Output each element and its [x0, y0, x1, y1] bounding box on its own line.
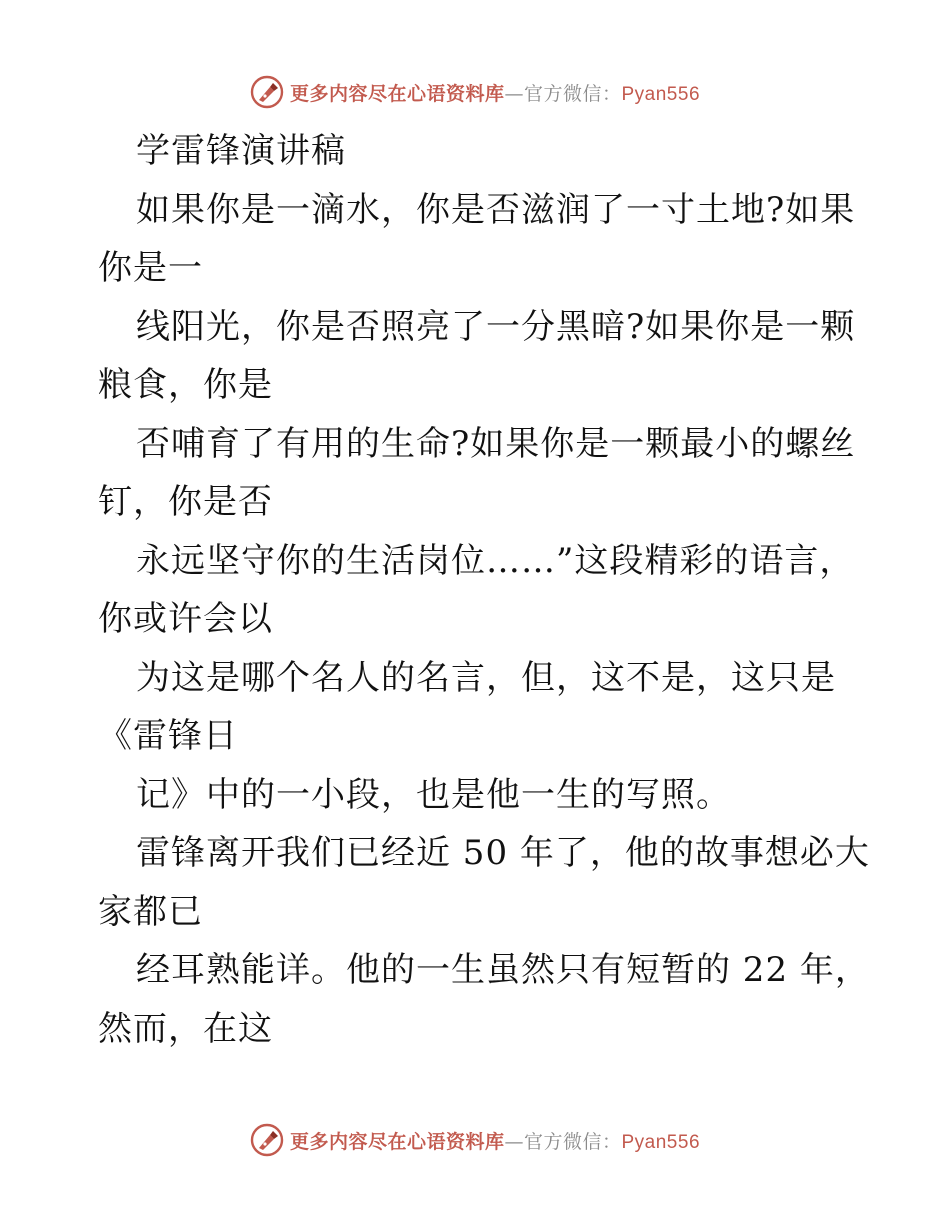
text-line: 永远坚守你的生活岗位……”这段精彩的语言，	[136, 540, 855, 581]
text-line: 然而，在这	[98, 1008, 273, 1049]
text-line: 学雷锋演讲稿	[136, 131, 346, 171]
text-line: 否哺育了有用的生命?如果你是一颗最小的螺丝	[136, 423, 856, 464]
text-line: 你或许会以	[98, 599, 273, 639]
fountain-pen-seal-icon	[250, 75, 284, 109]
text-line: 钉，你是否	[98, 482, 273, 522]
text-line: 为这是哪个名人的名言，但，这不是，这只是	[136, 657, 836, 698]
text-line: 粮食，你是	[98, 365, 273, 405]
text-line: 你是一	[98, 248, 203, 288]
fountain-pen-seal-icon	[250, 1123, 284, 1157]
banner-text	[290, 1127, 700, 1154]
text-line: 家都已	[98, 891, 203, 932]
text-line: 线阳光，你是否照亮了一分黑暗?如果你是一颗	[136, 306, 856, 347]
banner-main-text: 更多内容尽在心语资料库	[289, 1130, 505, 1153]
banner-text	[290, 79, 700, 106]
banner-dash: —	[504, 1130, 524, 1153]
banner-wechat-label: 官方微信：	[523, 82, 622, 105]
text-line: 经耳熟能详。他的一生虽然只有短暂的 22 年，	[136, 950, 870, 990]
text-line: 记》中的一小段，也是他一生的写照。	[136, 774, 731, 815]
banner-wechat-id: Pyan556	[621, 1131, 701, 1153]
banner-main-text: 更多内容尽在心语资料库	[289, 82, 505, 105]
text-line: 雷锋离开我们已经近 50 年了，他的故事想必大	[136, 833, 870, 873]
banner-wechat-id: Pyan556	[621, 83, 701, 105]
text-line: 如果你是一滴水，你是否滋润了一寸土地?如果	[136, 189, 856, 230]
banner-dash: —	[504, 82, 524, 105]
header-banner	[0, 72, 950, 112]
footer-banner	[0, 1120, 950, 1160]
document-body	[98, 122, 878, 1058]
text-line: 《雷锋日	[98, 716, 238, 756]
banner-wechat-label: 官方微信：	[523, 1130, 622, 1153]
